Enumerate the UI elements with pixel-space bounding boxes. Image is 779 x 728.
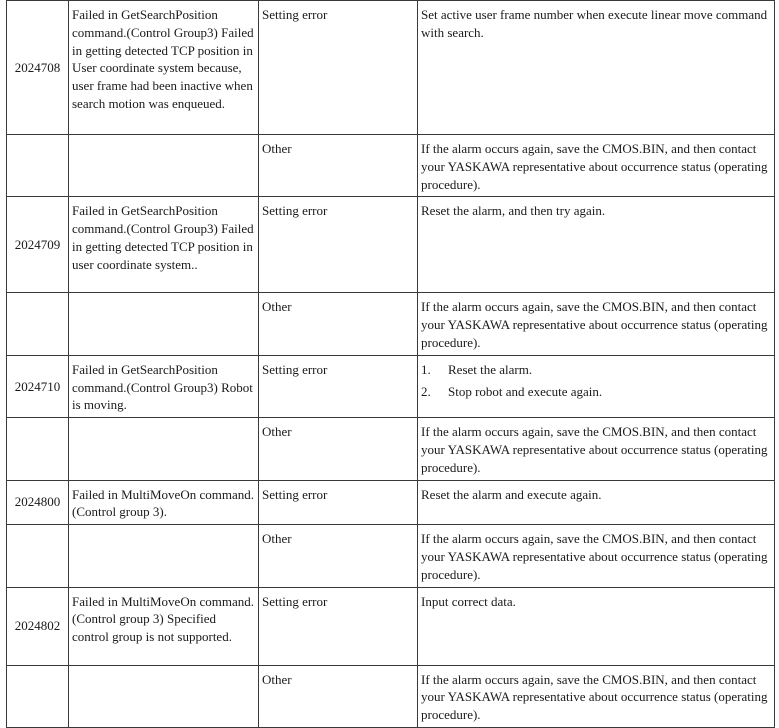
alarm-code: 2024708	[7, 1, 69, 135]
remedy: Input correct data.	[418, 587, 775, 665]
step-text: Stop robot and execute again.	[448, 383, 603, 399]
empty-cell	[69, 665, 259, 727]
remedy: Reset the alarm and execute again.	[418, 480, 775, 525]
table-row	[7, 293, 775, 355]
cause: Other	[259, 525, 418, 587]
list-item	[421, 361, 771, 379]
remedy: Set active user frame number when execute linear move command with search.	[418, 1, 775, 135]
alarm-message: Failed in MultiMoveOn command. (Control group 3) Specified control group is not supported.	[69, 587, 259, 665]
cause: Other	[259, 665, 418, 727]
table-row	[7, 480, 775, 525]
remedy-steps	[421, 361, 771, 401]
empty-cell	[69, 135, 259, 197]
cause: Setting error	[259, 197, 418, 293]
remedy: If the alarm occurs again, save the CMOS.BIN, and then contact your YASKAWA representative about occurrence status (operating procedure).	[418, 418, 775, 480]
empty-cell	[7, 418, 69, 480]
table-row	[7, 525, 775, 587]
remedy	[418, 355, 775, 417]
cause: Setting error	[259, 480, 418, 525]
empty-cell	[7, 135, 69, 197]
empty-cell	[7, 665, 69, 727]
step-number: 2.	[421, 383, 431, 399]
cause: Setting error	[259, 1, 418, 135]
empty-cell	[69, 525, 259, 587]
table-row	[7, 197, 775, 293]
step-text: Reset the alarm.	[448, 361, 533, 377]
alarm-message: Failed in MultiMoveOn command. (Control group 3).	[69, 480, 259, 525]
table-row	[7, 587, 775, 665]
remedy: Reset the alarm, and then try again.	[418, 197, 775, 293]
alarm-message: Failed in GetSearchPosition command.(Control Group3) Robot is moving.	[69, 355, 259, 417]
cause: Other	[259, 293, 418, 355]
alarm-code: 2024710	[7, 355, 69, 417]
alarm-code: 2024709	[7, 197, 69, 293]
cause: Setting error	[259, 587, 418, 665]
table-row	[7, 135, 775, 197]
list-item	[421, 383, 771, 401]
cause: Other	[259, 135, 418, 197]
alarm-message: Failed in GetSearchPosition command.(Control Group3) Failed in getting detected TCP position in User coordinate system because, user frame had been inactive when search motion was enqueued.	[69, 1, 259, 135]
cause: Setting error	[259, 355, 418, 417]
remedy: If the alarm occurs again, save the CMOS.BIN, and then contact your YASKAWA representative about occurrence status (operating procedure).	[418, 525, 775, 587]
empty-cell	[69, 418, 259, 480]
remedy: If the alarm occurs again, save the CMOS.BIN, and then contact your YASKAWA representative about occurrence status (operating procedure).	[418, 293, 775, 355]
remedy: If the alarm occurs again, save the CMOS.BIN, and then contact your YASKAWA representative about occurrence status (operating procedure).	[418, 135, 775, 197]
alarm-code: 2024800	[7, 480, 69, 525]
alarm-code: 2024802	[7, 587, 69, 665]
alarm-message: Failed in GetSearchPosition command.(Control Group3) Failed in getting detected TCP position in user coordinate system..	[69, 197, 259, 293]
alarm-table	[6, 0, 775, 728]
table-row	[7, 1, 775, 135]
empty-cell	[7, 525, 69, 587]
cause: Other	[259, 418, 418, 480]
empty-cell	[69, 293, 259, 355]
table-row	[7, 355, 775, 417]
empty-cell	[7, 293, 69, 355]
table-row	[7, 418, 775, 480]
remedy: If the alarm occurs again, save the CMOS.BIN, and then contact your YASKAWA representative about occurrence status (operating procedure).	[418, 665, 775, 727]
table-row	[7, 665, 775, 727]
step-number: 1.	[421, 361, 431, 377]
